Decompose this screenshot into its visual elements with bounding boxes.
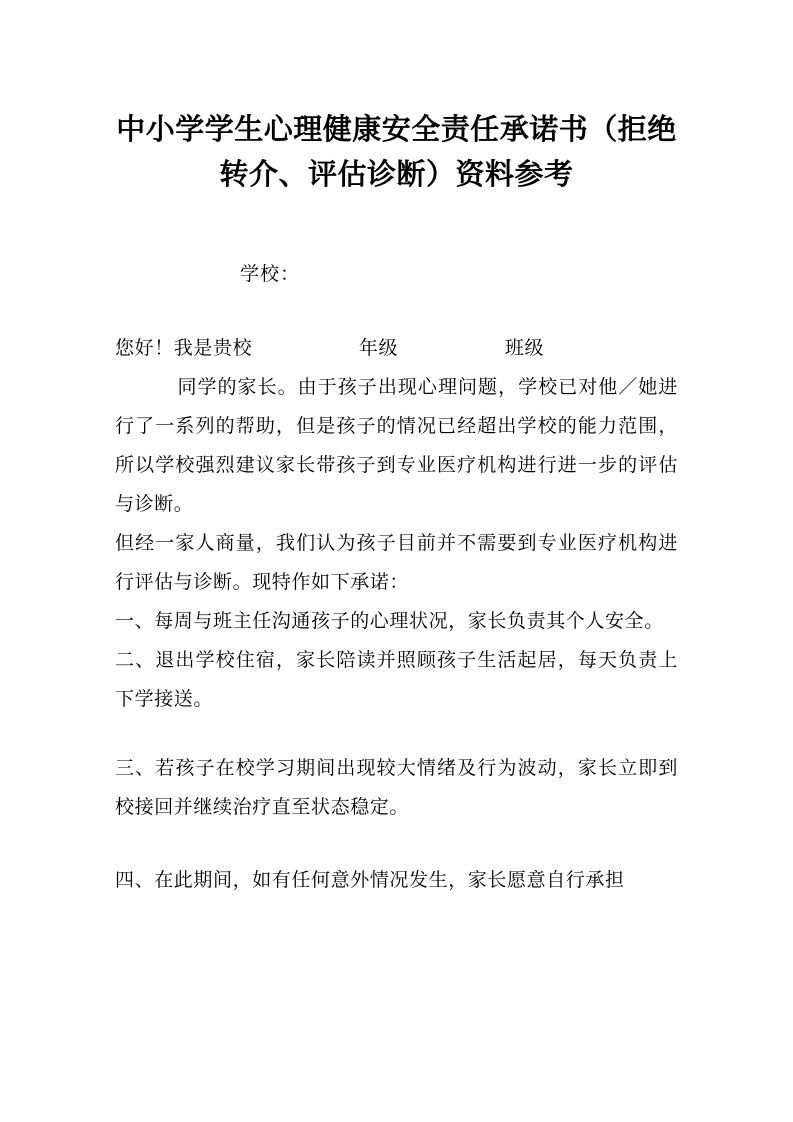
spacer-1 xyxy=(115,720,678,750)
spacer-2 xyxy=(115,828,678,862)
paragraph-1-text: 同学的家长。由于孩子出现心理问题，学校已对他／她进行了一系列的帮助，但是孩子的情况已经超出学校的能力范围，所以学校强烈建议家长带孩子到专业医疗机构进行进一步的评估与诊断。 xyxy=(115,377,678,516)
grade-label: 年级 xyxy=(358,338,399,360)
paragraph-4: 二、退出学校住宿，家长陪读并照顾孩子生活起居，每天负责上下学接送。 xyxy=(115,649,678,710)
page-title: 中小学学生心理健康安全责任承诺书（拒绝转介、评估诊断）资料参考 xyxy=(116,114,677,191)
paragraph-1 xyxy=(115,369,678,525)
greeting-prefix: 您好！我是贵校 xyxy=(115,338,253,360)
paragraph-3: 一、每周与班主任沟通孩子的心理状况，家长负责其个人安全。 xyxy=(115,610,664,632)
paragraph-5: 三、若孩子在校学习期间出现较大情绪及行为波动，家长立即到校接回并继续治疗直至状态稳定。 xyxy=(115,757,678,818)
class-label: 班级 xyxy=(504,338,545,360)
school-field-label: 学校： xyxy=(240,263,301,285)
greeting-line xyxy=(115,330,678,369)
paragraph-6: 四、在此期间，如有任何意外情况发生，家长愿意自行承担 xyxy=(115,869,625,891)
document-body xyxy=(115,290,678,900)
paragraph-2: 但经一家人商量，我们认为孩子目前并不需要到专业医疗机构进行评估与诊断。现特作如下承诺： xyxy=(115,532,678,593)
